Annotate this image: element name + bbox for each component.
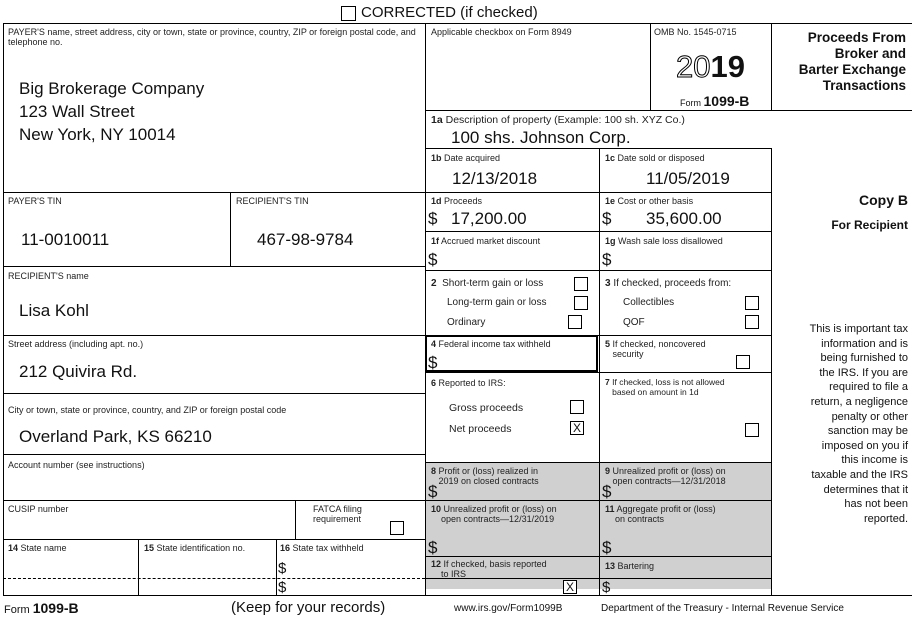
box7-label: 7 If checked, loss is not allowed based on amount in 1d <box>605 377 725 397</box>
box11-dollar: $ <box>602 538 612 557</box>
street-label: Street address (including apt. no.) <box>8 339 144 349</box>
box6-label: 6 Reported to IRS: <box>431 378 506 388</box>
divider-tin <box>230 192 231 266</box>
omb-form-name: Form 1099-B <box>680 93 750 109</box>
box1g-label: 1g Wash sale loss disallowed <box>605 236 723 246</box>
box16-dollar-2: $ <box>278 579 287 596</box>
box1d-dollar: $ <box>428 209 438 228</box>
fatca-label: FATCA filing requirement <box>313 504 362 524</box>
copy-subtitle: For Recipient <box>831 218 908 232</box>
notice-line: imposed on you if <box>821 439 908 452</box>
form-title: Proceeds From Broker and Barter Exchange Transactions <box>798 30 906 93</box>
box3-collectibles-label: Collectibles <box>623 297 675 308</box>
notice-line: reported. <box>863 512 908 525</box>
footer-dept: Department of the Treasury - Internal Revenue Service <box>601 603 844 614</box>
box2-short-label: 2 Short-term gain or loss <box>431 278 544 289</box>
box1d-label: 1d Proceeds <box>431 196 483 206</box>
copy-title: Copy B <box>859 192 908 208</box>
box1f-label: 1f Accrued market discount <box>431 236 541 246</box>
city-value[interactable]: Overland Park, KS 66210 <box>19 427 212 446</box>
form-left-border <box>3 23 4 595</box>
notice-line: required to file a <box>829 381 908 394</box>
notice-line: determines that it <box>823 483 908 496</box>
payer-tin-value[interactable]: 11-0010011 <box>21 230 110 249</box>
box1e-label: 1e Cost or other basis <box>605 196 694 206</box>
box1g-dollar: $ <box>602 250 612 269</box>
payer-street[interactable]: 123 Wall Street <box>19 102 135 121</box>
box2-long-checkbox[interactable] <box>574 296 588 310</box>
box1e-value[interactable]: 35,600.00 <box>646 209 722 228</box>
notice-line: penalty or other <box>831 410 908 423</box>
box13-label: 13 Bartering <box>605 561 655 571</box>
box2-ordinary-label: Ordinary <box>447 317 486 328</box>
divider-omb-right <box>771 23 772 110</box>
box1f-dollar: $ <box>428 250 438 269</box>
fatca-checkbox[interactable] <box>390 521 404 535</box>
footer-form: Form 1099-B <box>4 600 79 616</box>
box1b-label: 1b Date acquired <box>431 153 501 163</box>
notice-text <box>774 322 908 526</box>
notice-line: the IRS. If you are <box>819 366 908 379</box>
recipient-tin-value[interactable]: 467-98-9784 <box>257 230 354 249</box>
divider-state-1 <box>138 539 139 595</box>
divider-right-panel <box>771 148 772 595</box>
box3-label: 3 If checked, proceeds from: <box>605 278 732 289</box>
box1b-value[interactable]: 12/13/2018 <box>452 169 538 188</box>
box5-label: 5 If checked, noncovered security <box>605 339 706 359</box>
box3-collectibles-checkbox[interactable] <box>745 296 759 310</box>
notice-line: has not been <box>844 498 908 511</box>
box9-label: 9 Unrealized profit or (loss) on open contracts—12/31/2018 <box>605 466 726 486</box>
box13-dollar: $ <box>602 579 611 596</box>
corrected-checkbox[interactable] <box>341 6 356 21</box>
notice-line: being furnished to <box>820 352 908 365</box>
divider-omb <box>650 23 651 110</box>
box1c-label: 1c Date sold or disposed <box>605 153 705 163</box>
box2-long-label: Long-term gain or loss <box>447 297 547 308</box>
box2-ordinary-checkbox[interactable] <box>568 315 582 329</box>
box8-label: 8 Profit or (loss) realized in 2019 on closed contracts <box>431 466 539 486</box>
footer-url[interactable]: www.irs.gov/Form1099B <box>454 603 563 614</box>
box1a-label: 1a Description of property (Example: 100 sh. XYZ Co.) <box>431 114 685 126</box>
box1a-value[interactable]: 100 shs. Johnson Corp. <box>451 128 631 147</box>
footer-keep: (Keep for your records) <box>231 599 386 616</box>
notice-line: information and is <box>821 337 908 350</box>
notice-line: sanction may be <box>827 425 908 438</box>
box4-label: 4 Federal income tax withheld <box>431 339 551 349</box>
box10-label: 10 Unrealized profit or (loss) on open contracts—12/31/2019 <box>431 504 557 524</box>
box3-qof-label: QOF <box>623 317 645 328</box>
notice-line: this income is <box>841 454 908 467</box>
box6-net-label: Net proceeds <box>449 423 512 435</box>
box12-label: 12 If checked, basis reported to IRS <box>431 559 547 579</box>
applicable-checkbox-label: Applicable checkbox on Form 8949 <box>431 27 572 37</box>
recipient-tin-label: RECIPIENT'S TIN <box>236 196 309 206</box>
payer-label: PAYER'S name, street address, city or town, state or province, country, ZIP or foreign postal code, and telephone no. <box>8 27 416 47</box>
box6-net-checkbox[interactable]: X <box>570 421 584 435</box>
notice-line: This is important tax <box>809 323 908 335</box>
cusip-label: CUSIP number <box>8 504 69 514</box>
divider-state-2 <box>276 539 277 595</box>
notice-line: taxable and the IRS <box>811 468 908 481</box>
recipient-name-value[interactable]: Lisa Kohl <box>19 301 89 320</box>
recipient-name-label: RECIPIENT'S name <box>8 271 89 281</box>
street-value[interactable]: 212 Quivira Rd. <box>19 362 138 381</box>
account-label: Account number (see instructions) <box>8 460 145 470</box>
notice-line: return, a negligence <box>810 395 908 408</box>
box9-dollar: $ <box>602 482 612 501</box>
corrected-label: CORRECTED (if checked) <box>361 4 538 21</box>
box6-gross-label: Gross proceeds <box>449 402 524 414</box>
box12-checkbox[interactable]: X <box>563 580 577 594</box>
box16-dollar-1: $ <box>278 560 287 577</box>
box6-gross-checkbox[interactable] <box>570 400 584 414</box>
city-label: City or town, state or province, country, and ZIP or foreign postal code <box>8 405 287 415</box>
divider-fatca <box>295 500 296 539</box>
box11-label: 11 Aggregate profit or (loss) on contracts <box>605 504 716 524</box>
payer-city[interactable]: New York, NY 10014 <box>19 125 176 144</box>
payer-tin-label: PAYER'S TIN <box>8 196 62 206</box>
box2-short-checkbox[interactable] <box>574 277 588 291</box>
box3-qof-checkbox[interactable] <box>745 315 759 329</box>
divider-left-right <box>425 23 426 595</box>
box1c-value[interactable]: 11/05/2019 <box>646 169 730 188</box>
box16-label: 16 State tax withheld <box>280 543 364 553</box>
box5-checkbox[interactable] <box>736 355 750 369</box>
box4-dollar: $ <box>428 353 438 372</box>
box14-label: 14 State name <box>8 543 67 553</box>
box1d-value[interactable]: 17,200.00 <box>451 209 527 228</box>
omb-number: OMB No. 1545-0715 <box>654 27 737 37</box>
payer-name[interactable]: Big Brokerage Company <box>19 79 205 98</box>
box1e-dollar: $ <box>602 209 612 228</box>
form-top-border <box>3 23 912 24</box>
form-bottom-border <box>3 595 912 596</box>
box10-dollar: $ <box>428 538 438 557</box>
tax-year: 2019 <box>676 49 745 84</box>
box8-dollar: $ <box>428 482 438 501</box>
box15-label: 15 State identification no. <box>144 543 246 553</box>
box7-checkbox[interactable] <box>745 423 759 437</box>
